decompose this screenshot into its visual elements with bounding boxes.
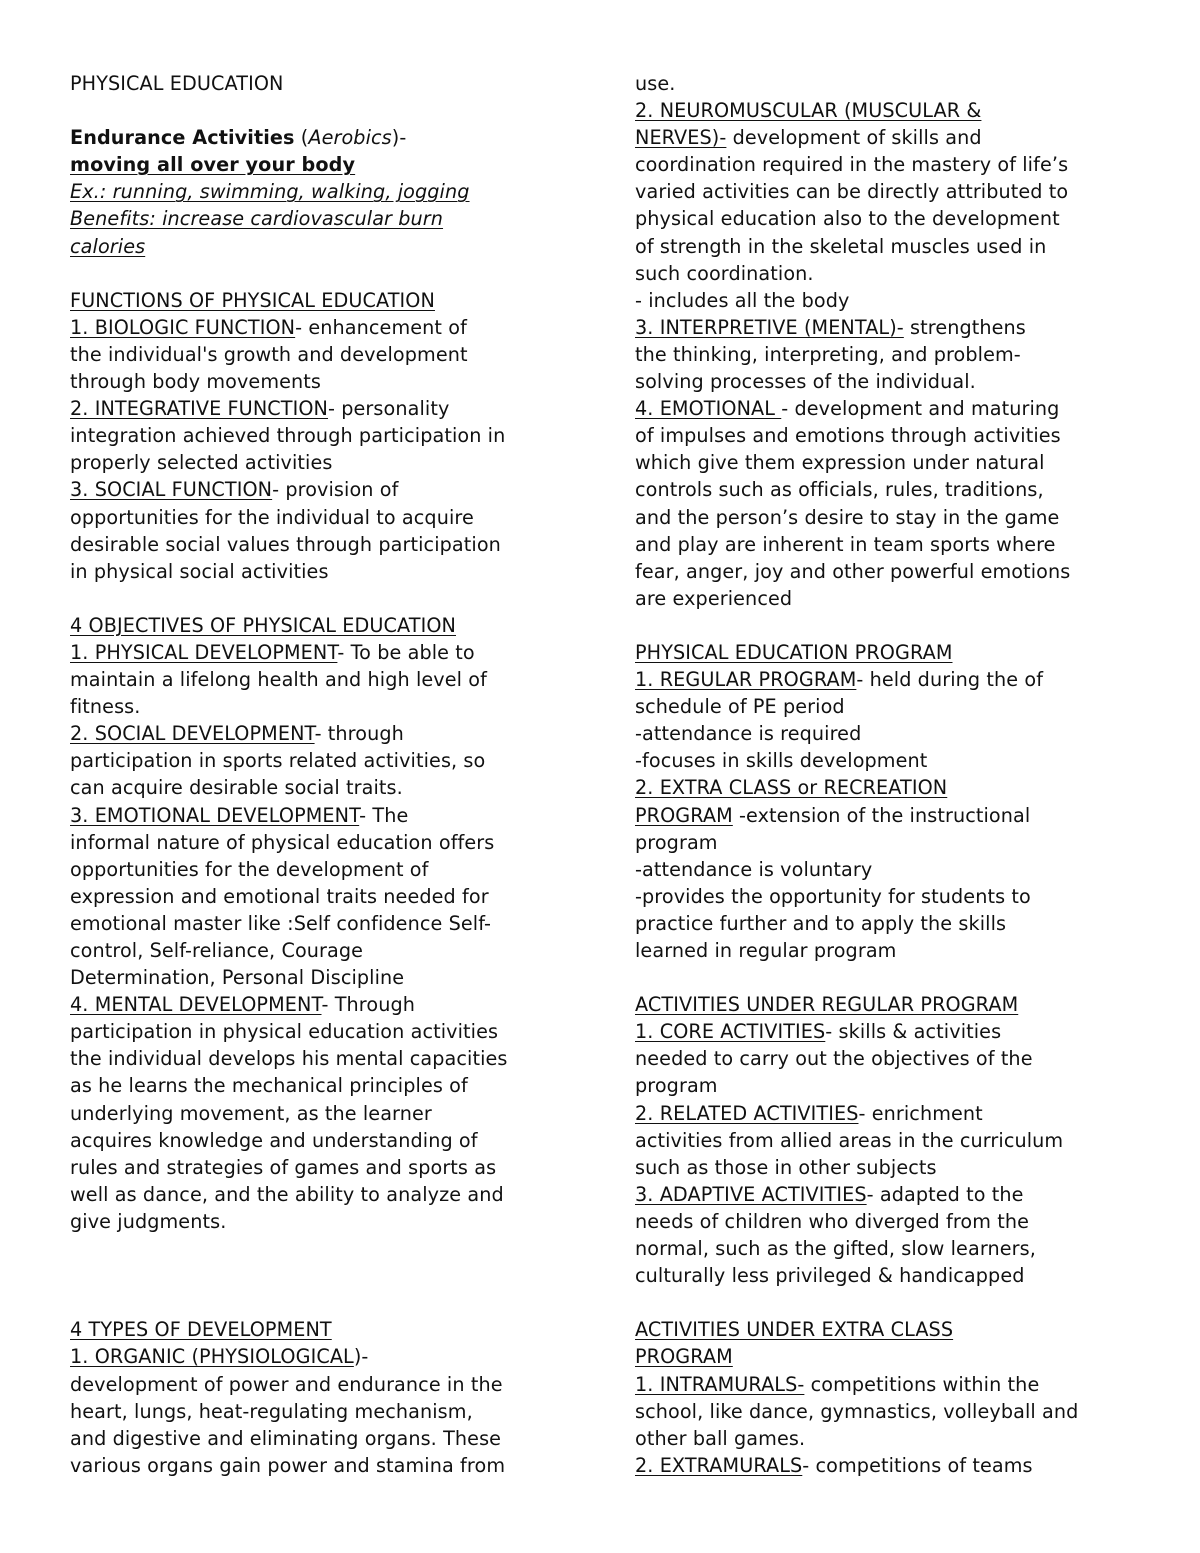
type-3 [635, 314, 1140, 341]
text-line: other ball games. [635, 1426, 806, 1450]
text-line: -attendance is required [635, 722, 862, 746]
text-line: expression and emotional traits needed for [70, 884, 489, 908]
program-heading: PHYSICAL EDUCATION PROGRAM [635, 640, 953, 664]
text-line: fitness. [70, 695, 141, 719]
text-line: of impulses and emotions through activities [635, 424, 1061, 448]
text-line: needs of children who diverged from the [635, 1209, 1030, 1233]
text-line: controls such as officials, rules, traditions, [635, 478, 1044, 502]
text-line: informal nature of physical education offers [70, 830, 495, 854]
activity-3 [635, 1181, 1140, 1208]
type-3-title: 3. INTERPRETIVE (MENTAL)- [635, 315, 904, 339]
objective-1-text: - To be able to [337, 640, 475, 664]
spacer [70, 585, 570, 612]
left-column [70, 70, 570, 1479]
spacer [70, 97, 570, 124]
text-line: the individual's growth and development [70, 342, 468, 366]
text-line: program [635, 830, 718, 854]
extra-activities-heading: ACTIVITIES UNDER EXTRA CLASS [635, 1318, 954, 1342]
endurance-definition: moving all over your body [70, 153, 356, 177]
function-3 [70, 476, 570, 503]
text-line: culturally less privileged & handicapped [635, 1264, 1025, 1288]
extra-1 [635, 1371, 1140, 1398]
text-line: as he learns the mechanical principles of [70, 1074, 468, 1098]
regular-activities-heading: ACTIVITIES UNDER REGULAR PROGRAM [635, 993, 1019, 1017]
type-2 [635, 124, 1140, 151]
text-line: are experienced [635, 586, 793, 610]
spacer [635, 964, 1140, 991]
page-title: PHYSICAL EDUCATION [70, 72, 284, 95]
text-line: participation in sports related activities, so [70, 749, 486, 773]
activity-3-title: 3. ADAPTIVE ACTIVITIES [635, 1182, 867, 1206]
text-line: practice further and to apply the skills [635, 911, 1007, 935]
text-line: desirable social values through participation [70, 532, 501, 556]
activity-2-title: 2. RELATED ACTIVITIES [635, 1101, 859, 1125]
objective-3 [70, 802, 570, 829]
text-line: well as dance, and the ability to analyze and [70, 1182, 504, 1206]
type-2-text: development of skills and [726, 126, 982, 150]
objective-1 [70, 639, 570, 666]
extra-2-text: - competitions of teams [802, 1453, 1033, 1477]
type-2-title-cont: NERVES)- [635, 126, 727, 150]
program-1 [635, 666, 1140, 693]
text-line: of strength in the skeletal muscles used in [635, 234, 1047, 258]
activity-1-title: 1. CORE ACTIVITIES [635, 1020, 826, 1044]
text-line: such as those in other subjects [635, 1155, 937, 1179]
extra-1-title: 1. INTRAMURALS- [635, 1372, 805, 1396]
extra-activities-heading-cont: PROGRAM [635, 1345, 733, 1369]
text-line: -attendance is voluntary [635, 857, 873, 881]
text-line: school, like dance, gymnastics, volleyball and [635, 1399, 1079, 1423]
spacer [635, 612, 1140, 639]
text-line: fear, anger, joy and other powerful emotions [635, 559, 1071, 583]
objective-3-title: 3. EMOTIONAL DEVELOPMENT [70, 803, 360, 827]
text-line: Determination, Personal Discipline [70, 966, 405, 990]
text-line: activities from allied areas in the curriculum [635, 1128, 1064, 1152]
text-line: development of power and endurance in the [70, 1372, 503, 1396]
type-4 [635, 395, 1140, 422]
text-line: -focuses in skills development [635, 749, 928, 773]
extra-2-title: 2. EXTRAMURALS [635, 1453, 803, 1477]
text-line: and digestive and eliminating organs. These [70, 1426, 502, 1450]
function-3-title: 3. SOCIAL FUNCTION [70, 478, 273, 502]
text-line: through body movements [70, 370, 322, 394]
type-4-title: 4. EMOTIONAL [635, 397, 782, 421]
function-1-text: - enhancement of [295, 315, 467, 339]
type-4-text: - development and maturing [781, 397, 1060, 421]
text-line: use. [635, 72, 676, 95]
text-line: normal, such as the gifted, slow learners, [635, 1237, 1036, 1261]
text-line: underlying movement, as the learner [70, 1101, 432, 1125]
objective-4-text: - Through [321, 993, 416, 1017]
text-line: rules and strategies of games and sports as [70, 1155, 497, 1179]
type-2-title: 2. NEUROMUSCULAR (MUSCULAR & [635, 99, 982, 123]
objective-2-title: 2. SOCIAL DEVELOPMENT [70, 722, 315, 746]
extra-1-text: competitions within the [804, 1372, 1040, 1396]
text-line: needed to carry out the objectives of the [635, 1047, 1033, 1071]
spacer [635, 1289, 1140, 1316]
text-line: can acquire desirable social traits. [70, 776, 403, 800]
text-line: acquires knowledge and understanding of [70, 1128, 478, 1152]
spacer [70, 260, 570, 287]
text-line: maintain a lifelong health and high level of [70, 668, 487, 692]
objective-3-text: - The [359, 803, 409, 827]
text-line: the individual develops his mental capacities [70, 1047, 508, 1071]
program-2-title-cont: PROGRAM [635, 803, 733, 827]
type-1-title: 1. ORGANIC (PHYSIOLOGICAL [70, 1345, 354, 1369]
aerobics-label: Aerobics [308, 126, 392, 150]
text-line: the thinking, interpreting, and problem- [635, 342, 1021, 366]
function-1-title: 1. BIOLOGIC FUNCTION [70, 315, 296, 339]
text-line: learned in regular program [635, 939, 897, 962]
functions-heading: FUNCTIONS OF PHYSICAL EDUCATION [70, 288, 435, 312]
text-line: and play are inherent in team sports where [635, 532, 1056, 556]
endurance-benefits-cont: calories [70, 234, 146, 258]
function-2-text: - personality [328, 397, 450, 421]
objective-1-title: 1. PHYSICAL DEVELOPMENT [70, 640, 338, 664]
objectives-heading: 4 OBJECTIVES OF PHYSICAL EDUCATION [70, 613, 456, 637]
endurance-example: Ex.: running, swimming, walking, jogging [70, 180, 470, 204]
activity-1 [635, 1018, 1140, 1045]
endurance-benefits: Benefits: increase cardiovascular burn [70, 207, 444, 231]
function-2 [70, 395, 570, 422]
text-line: heart, lungs, heat-regulating mechanism, [70, 1399, 473, 1423]
text-line: - includes all the body [635, 288, 850, 312]
text-line: properly selected activities [70, 451, 333, 475]
type-3-text: strengthens [903, 315, 1026, 339]
text-line: give judgments. [70, 1209, 227, 1233]
program-2-title: 2. EXTRA CLASS or RECREATION [635, 776, 948, 800]
text-line: various organs gain power and stamina from [70, 1453, 506, 1477]
activity-3-text: - adapted to the [866, 1182, 1024, 1206]
endurance-heading-line [70, 124, 570, 151]
endurance-heading: Endurance Activities [70, 126, 295, 150]
text-line: schedule of PE period [635, 695, 845, 719]
program-1-text: - held during the of [856, 668, 1044, 692]
types-heading: 4 TYPES OF DEVELOPMENT [70, 1318, 332, 1342]
objective-2-text: - through [314, 722, 404, 746]
type-1-text: )- [353, 1345, 369, 1369]
text-line: solving processes of the individual. [635, 370, 976, 394]
objective-4 [70, 991, 570, 1018]
text-line: control, Self-reliance, Courage [70, 939, 364, 962]
program-2 [635, 802, 1140, 829]
objective-2 [70, 720, 570, 747]
activity-2-text: - enrichment [858, 1101, 983, 1125]
text-line: program [635, 1074, 718, 1098]
function-1 [70, 314, 570, 341]
program-1-title: 1. REGULAR PROGRAM [635, 668, 857, 692]
right-column [635, 70, 1140, 1479]
text-line: which give them expression under natural [635, 451, 1045, 475]
objective-4-title: 4. MENTAL DEVELOPMENT [70, 993, 322, 1017]
text-line: opportunities for the development of [70, 857, 429, 881]
text-line: -provides the opportunity for students to [635, 884, 1031, 908]
text-line: and the person’s desire to stay in the game [635, 505, 1060, 529]
text-line: emotional master like :Self confidence Self- [70, 911, 492, 935]
function-3-text: - provision of [272, 478, 399, 502]
text-line: participation in physical education activities [70, 1020, 499, 1044]
activity-1-text: - skills & activities [825, 1020, 1002, 1044]
text-line: varied activities can be directly attributed to [635, 180, 1069, 204]
spacer [70, 1235, 570, 1316]
program-2-text: -extension of the instructional [732, 803, 1031, 827]
activity-2 [635, 1100, 1140, 1127]
function-2-title: 2. INTEGRATIVE FUNCTION [70, 397, 329, 421]
text-line: physical education also to the development [635, 207, 1060, 231]
text-line: integration achieved through participation in [70, 424, 506, 448]
text-line: such coordination. [635, 261, 814, 285]
paren-close: )- [391, 126, 407, 150]
type-1 [70, 1343, 570, 1370]
text-line: in physical social activities [70, 559, 329, 583]
text-line: opportunities for the individual to acquire [70, 505, 474, 529]
text-line: coordination required in the mastery of life’s [635, 153, 1069, 177]
extra-2 [635, 1452, 1140, 1479]
paren-open: ( [294, 126, 309, 150]
